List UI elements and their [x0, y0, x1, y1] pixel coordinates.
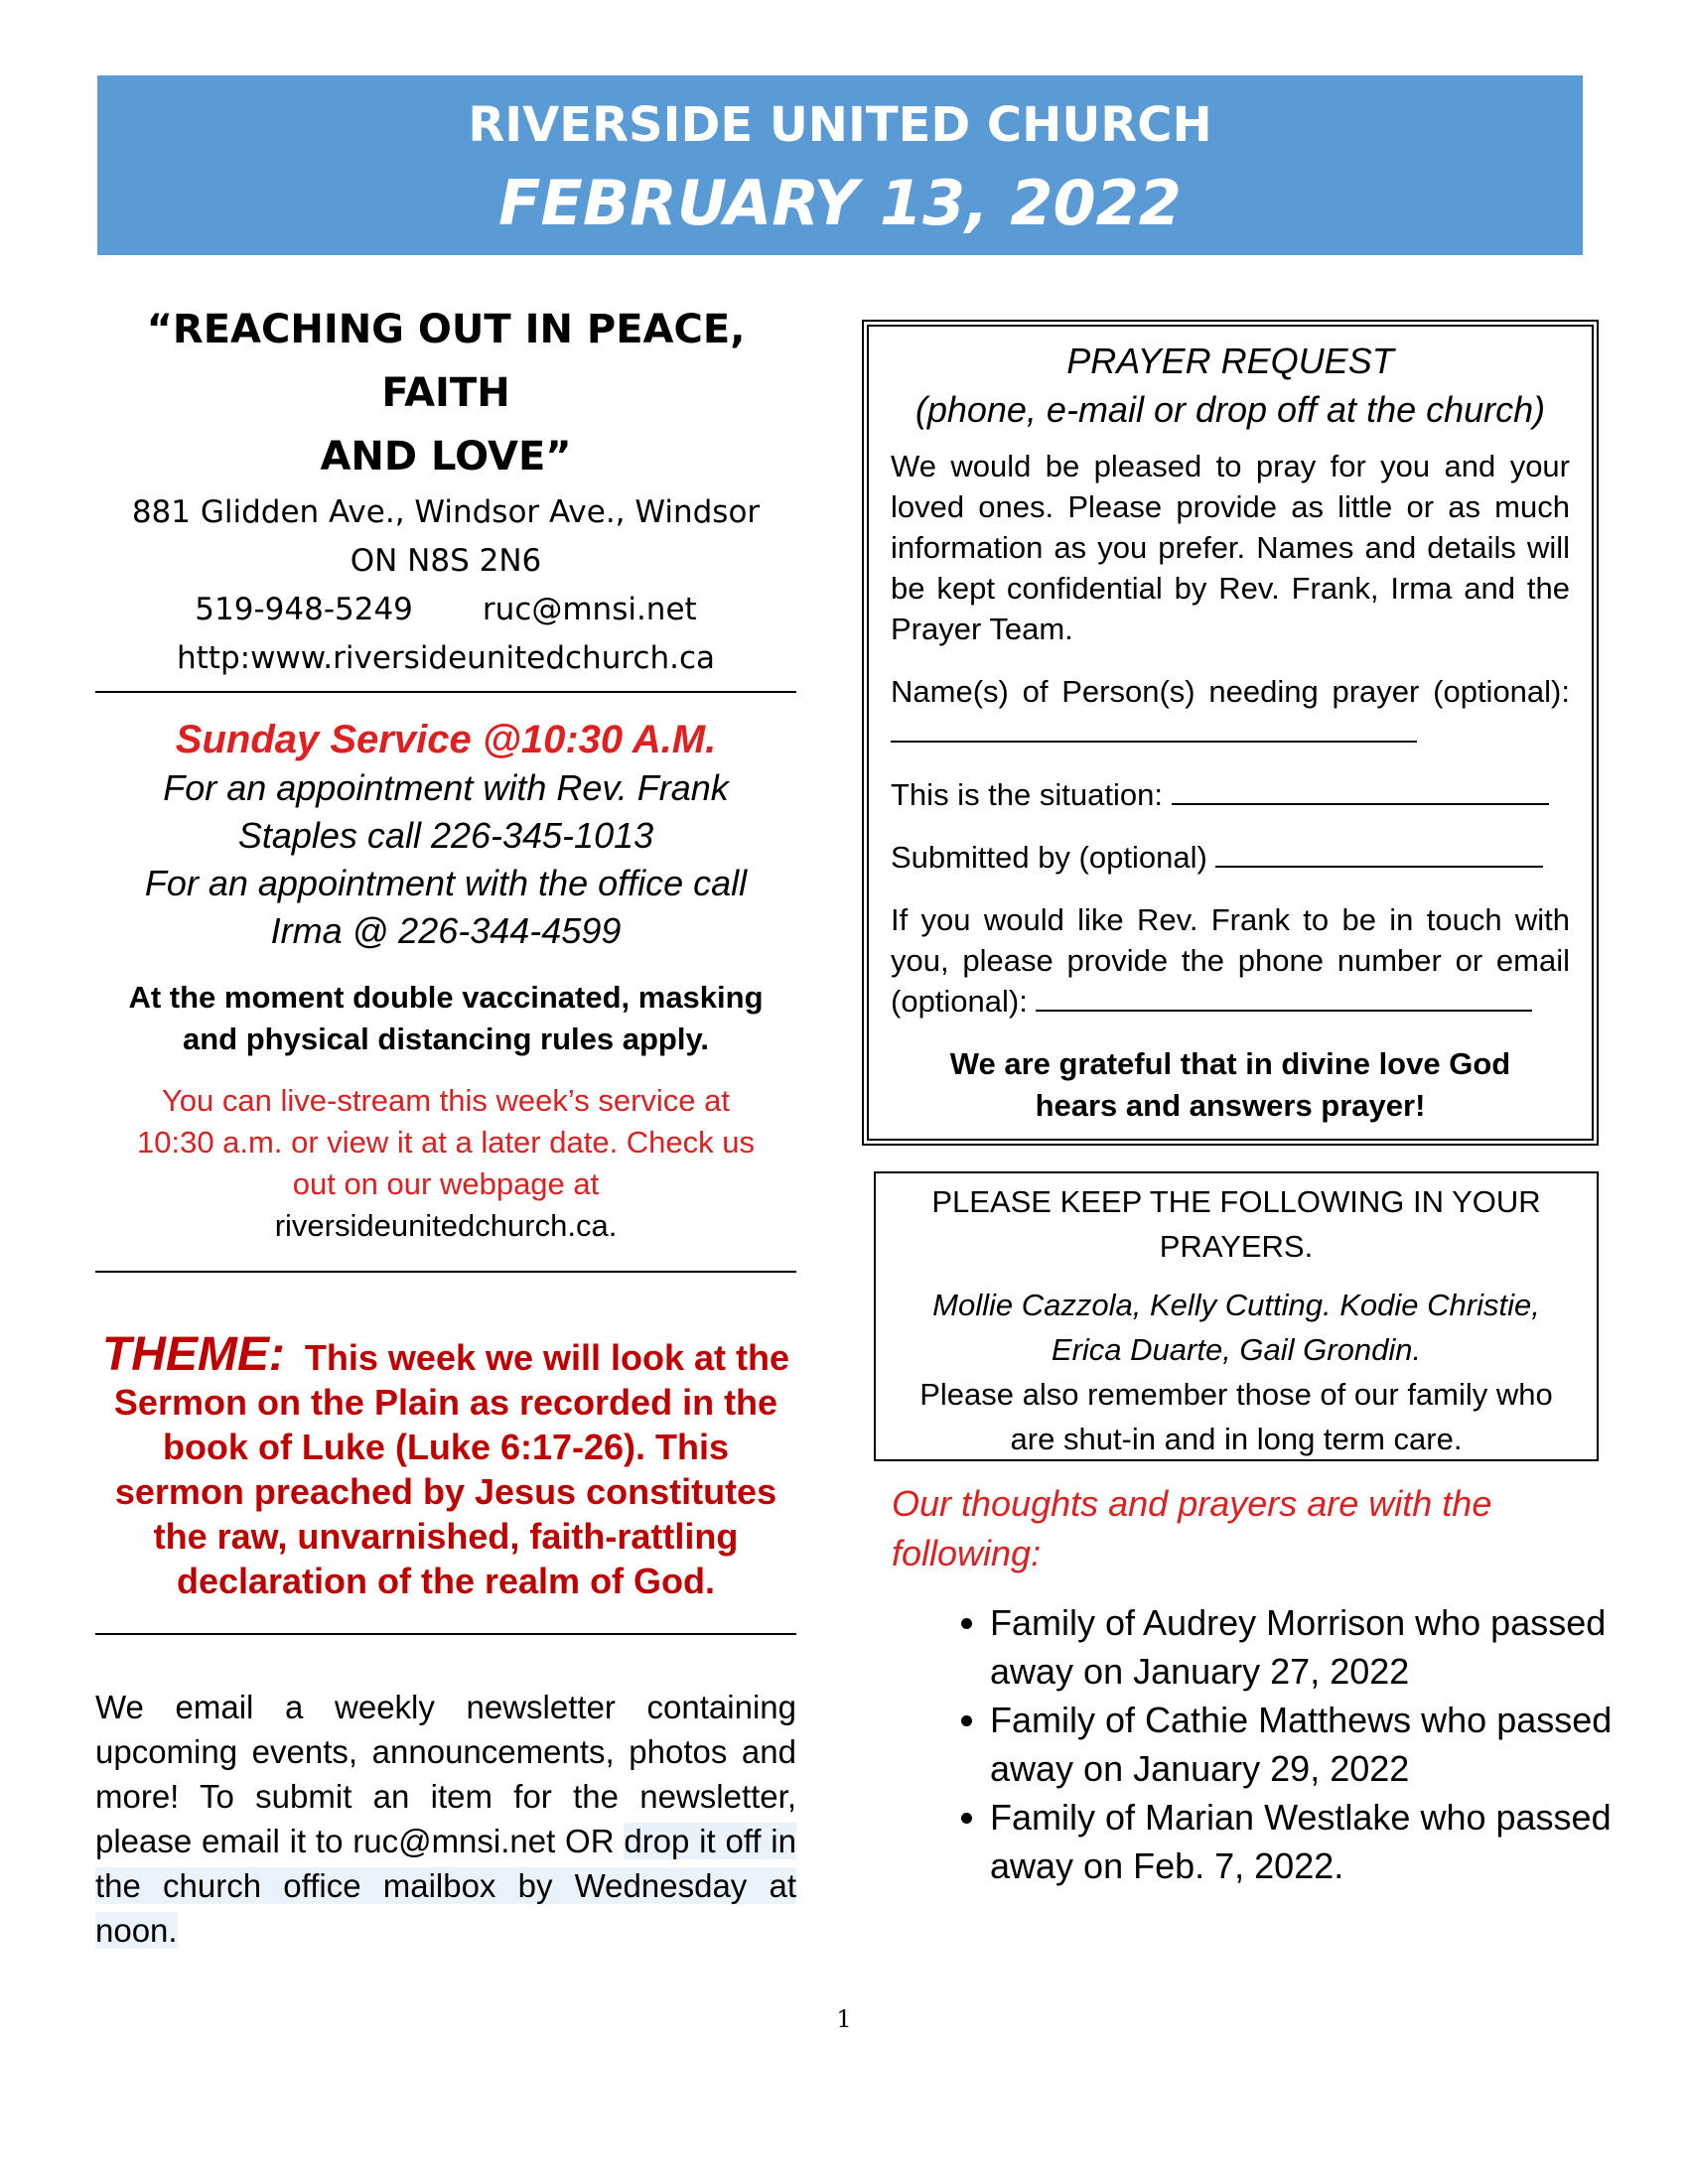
thoughts-heading: Our thoughts and prayers are with the following: — [892, 1483, 1492, 1573]
livestream-url[interactable]: riversideunitedchurch.ca. — [274, 1208, 618, 1243]
list-item: • Family of Marian Westlake who passed away on Feb. 7, 2022. — [990, 1793, 1645, 1890]
contact-field-blank[interactable] — [1036, 984, 1532, 1012]
service-title: Sunday Service @10:30 A.M. — [175, 718, 717, 761]
names-field — [891, 671, 1570, 752]
address-line-1: 881 Glidden Ave., Windsor Ave., Windsor — [131, 494, 761, 530]
address-line-2: ON N8S 2N6 — [350, 543, 542, 579]
left-column — [95, 288, 796, 1953]
motto — [95, 298, 796, 488]
keep-in-prayers-box — [874, 1171, 1599, 1461]
situation-field-blank[interactable] — [1172, 777, 1549, 805]
appointment-line-1: For an appointment with Rev. Frank — [163, 767, 729, 808]
theme-section — [95, 1328, 796, 1603]
keep-heading: PLEASE KEEP THE FOLLOWING IN YOUR PRAYERS. — [931, 1184, 1541, 1264]
livestream-notice — [95, 1080, 796, 1247]
list-item: • Family of Cathie Matthews who passed away on January 29, 2022 — [990, 1696, 1645, 1793]
newsletter-notice — [95, 1685, 796, 1953]
motto-line-2: AND LOVE” — [320, 434, 572, 479]
prayer-closing — [891, 1043, 1570, 1127]
address — [95, 488, 796, 586]
page-number: 1 — [836, 2005, 852, 2033]
closing-line-1: We are grateful that in divine love God — [949, 1046, 1511, 1081]
appointment-line-2: Staples call 226-345-1013 — [237, 815, 654, 856]
prayer-request-body: We would be pleased to pray for you and your loved ones. Please provide as little or as much information as you prefer. Names and details will be kept confidential by Rev. Frank, Irma and the Prayer Team. — [891, 449, 1570, 646]
website[interactable]: http:www.riversideunitedchurch.ca — [177, 640, 715, 676]
newsletter-highlight: drop it off in the church office mailbox by Wednesday at noon. — [95, 1823, 796, 1949]
newsletter-text: We email a weekly newsletter containing upcoming events, announcements, photos and more! To submit an item for the newsletter, please email it to ruc@mnsi.net OR — [95, 1689, 796, 1859]
divider — [95, 691, 796, 693]
closing-line-2: hears and answers prayer! — [1035, 1088, 1426, 1123]
covid-rules-line-2: and physical distancing rules apply. — [182, 1022, 709, 1056]
prayer-request-title: PRAYER REQUEST — [1066, 341, 1394, 381]
contact-line — [95, 586, 796, 634]
names-field-label: Name(s) of Person(s) needing prayer (optional): — [891, 674, 1570, 709]
motto-line-1: “REACHING OUT IN PEACE, FAITH — [146, 307, 746, 416]
theme-text: This week we will look at the Sermon on the Plain as recorded in the book of Luke (Luke 6:17-26). This sermon preached by Jesus constitutes the raw, unvarnished, faith-rattling declaration of the realm of God. — [113, 1337, 790, 1601]
livestream-line-3: out on our webpage at — [292, 1166, 600, 1201]
names-field-blank[interactable] — [891, 715, 1417, 743]
header-banner — [97, 75, 1583, 255]
theme-label: THEME: — [101, 1328, 285, 1381]
livestream-line-2: 10:30 a.m. or view it at a later date. Check us — [136, 1125, 756, 1160]
livestream-line-1: You can live-stream this week’s service at — [161, 1083, 731, 1118]
email[interactable]: ruc@mnsi.net — [482, 592, 697, 627]
family-list — [938, 1598, 1645, 1890]
bulletin-date: FEBRUARY 13, 2022 — [498, 167, 1182, 239]
prayer-request-box — [862, 320, 1599, 1146]
situation-field-label: This is the situation: — [891, 777, 1163, 812]
contact-field — [891, 899, 1570, 1022]
church-name: RIVERSIDE UNITED CHURCH — [468, 97, 1212, 153]
keep-names: Mollie Cazzola, Kelly Cutting. Kodie Christie, Erica Duarte, Gail Grondin. — [932, 1288, 1540, 1367]
keep-remember: Please also remember those of our family who are shut-in and in long term care. — [919, 1377, 1553, 1456]
divider — [95, 1633, 796, 1635]
appointment-line-3: For an appointment with the office call — [144, 863, 748, 903]
submitted-field-blank[interactable] — [1215, 840, 1543, 868]
contact-field-label: If you would like Rev. Frank to be in touch with you, please provide the phone number or email (optional): — [891, 902, 1570, 1019]
phone: 519-948-5249 — [195, 592, 413, 627]
covid-rules-line-1: At the moment double vaccinated, masking — [128, 980, 764, 1015]
prayer-request-subtitle: (phone, e-mail or drop off at the church) — [914, 389, 1546, 430]
appointment-line-4: Irma @ 226-344-4599 — [270, 910, 622, 951]
covid-rules — [95, 977, 796, 1060]
list-item: • Family of Audrey Morrison who passed away on January 27, 2022 — [990, 1598, 1645, 1696]
submitted-field — [891, 837, 1570, 878]
divider — [95, 1271, 796, 1273]
submitted-field-label: Submitted by (optional) — [891, 840, 1207, 875]
situation-field — [891, 774, 1570, 815]
